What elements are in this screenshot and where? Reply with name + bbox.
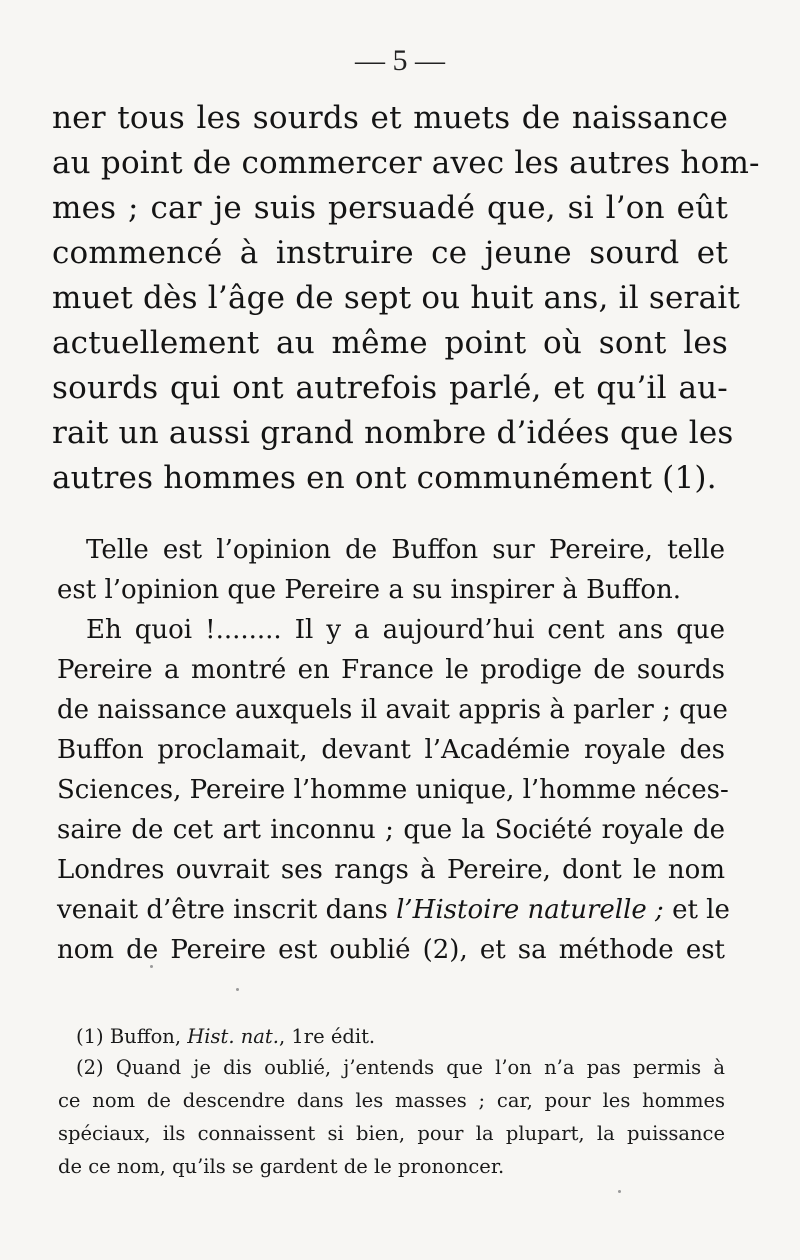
text-line: au point de commercer avec les autres hom- [52, 145, 760, 181]
text-line: commencé à instruire ce jeune sourd et [52, 235, 728, 271]
italic-title: l’Histoire naturelle ; [396, 895, 664, 925]
text-line: muet dès l’âge de sept ou huit ans, il serait [52, 280, 741, 316]
footnote-2-line: (2) Quand je dis oublié, j’entends que l’on n’a pas permis à [76, 1056, 725, 1079]
text-line: ner tous les sourds et muets de naissance [52, 100, 728, 136]
text-line: rait un aussi grand nombre d’idées que les [52, 415, 734, 451]
paper-speck [150, 965, 153, 968]
footnote-marker: (1) Buffon, [76, 1025, 188, 1048]
text-segment: , 1re édit. [278, 1025, 376, 1048]
text-line: Pereire a montré en France le prodige de sourds [57, 655, 725, 685]
text-line: est l’opinion que Pereire a su inspirer à Buffon. [57, 575, 682, 605]
text-line: saire de cet art inconnu ; que la Société royale de [57, 815, 725, 845]
text-line: Eh quoi !........ Il y a aujourd’hui cent ans que [86, 615, 725, 645]
text-segment: et le [663, 895, 730, 925]
text-line: actuellement au même point où sont les [52, 325, 728, 361]
text-segment: venait d’être inscrit dans [57, 895, 397, 925]
paper-speck [236, 988, 239, 991]
footnote-2-line: de ce nom, qu’ils se gardent de le prononcer. [58, 1155, 505, 1178]
text-line-with-italic [57, 892, 730, 928]
text-line: Sciences, Pereire l’homme unique, l’homme néces- [57, 775, 729, 805]
text-line: autres hommes en ont communément (1). [52, 460, 717, 496]
footnote-2-line: ce nom de descendre dans les masses ; car, pour les hommes [58, 1089, 725, 1112]
page-number: — 5 — [355, 44, 445, 77]
text-line: sourds qui ont autrefois parlé, et qu’il au- [52, 370, 728, 406]
footnote-1 [76, 1022, 725, 1052]
footnote-2-line: spéciaux, ils connaissent si bien, pour la plupart, la puissance [58, 1122, 725, 1145]
text-line: nom de Pereire est oublié (2), et sa méthode est [57, 935, 725, 965]
paper-speck [618, 1190, 621, 1193]
text-line: Telle est l’opinion de Buffon sur Pereire, telle [86, 535, 725, 565]
italic-abbreviation: Hist. nat. [187, 1025, 279, 1048]
text-line: Londres ouvrait ses rangs à Pereire, dont le nom [57, 855, 725, 885]
text-line: mes ; car je suis persuadé que, si l’on eût [52, 190, 728, 226]
text-line: de naissance auxquels il avait appris à parler ; que [57, 695, 728, 725]
text-line: Buffon proclamait, devant l’Académie royale des [57, 735, 725, 765]
